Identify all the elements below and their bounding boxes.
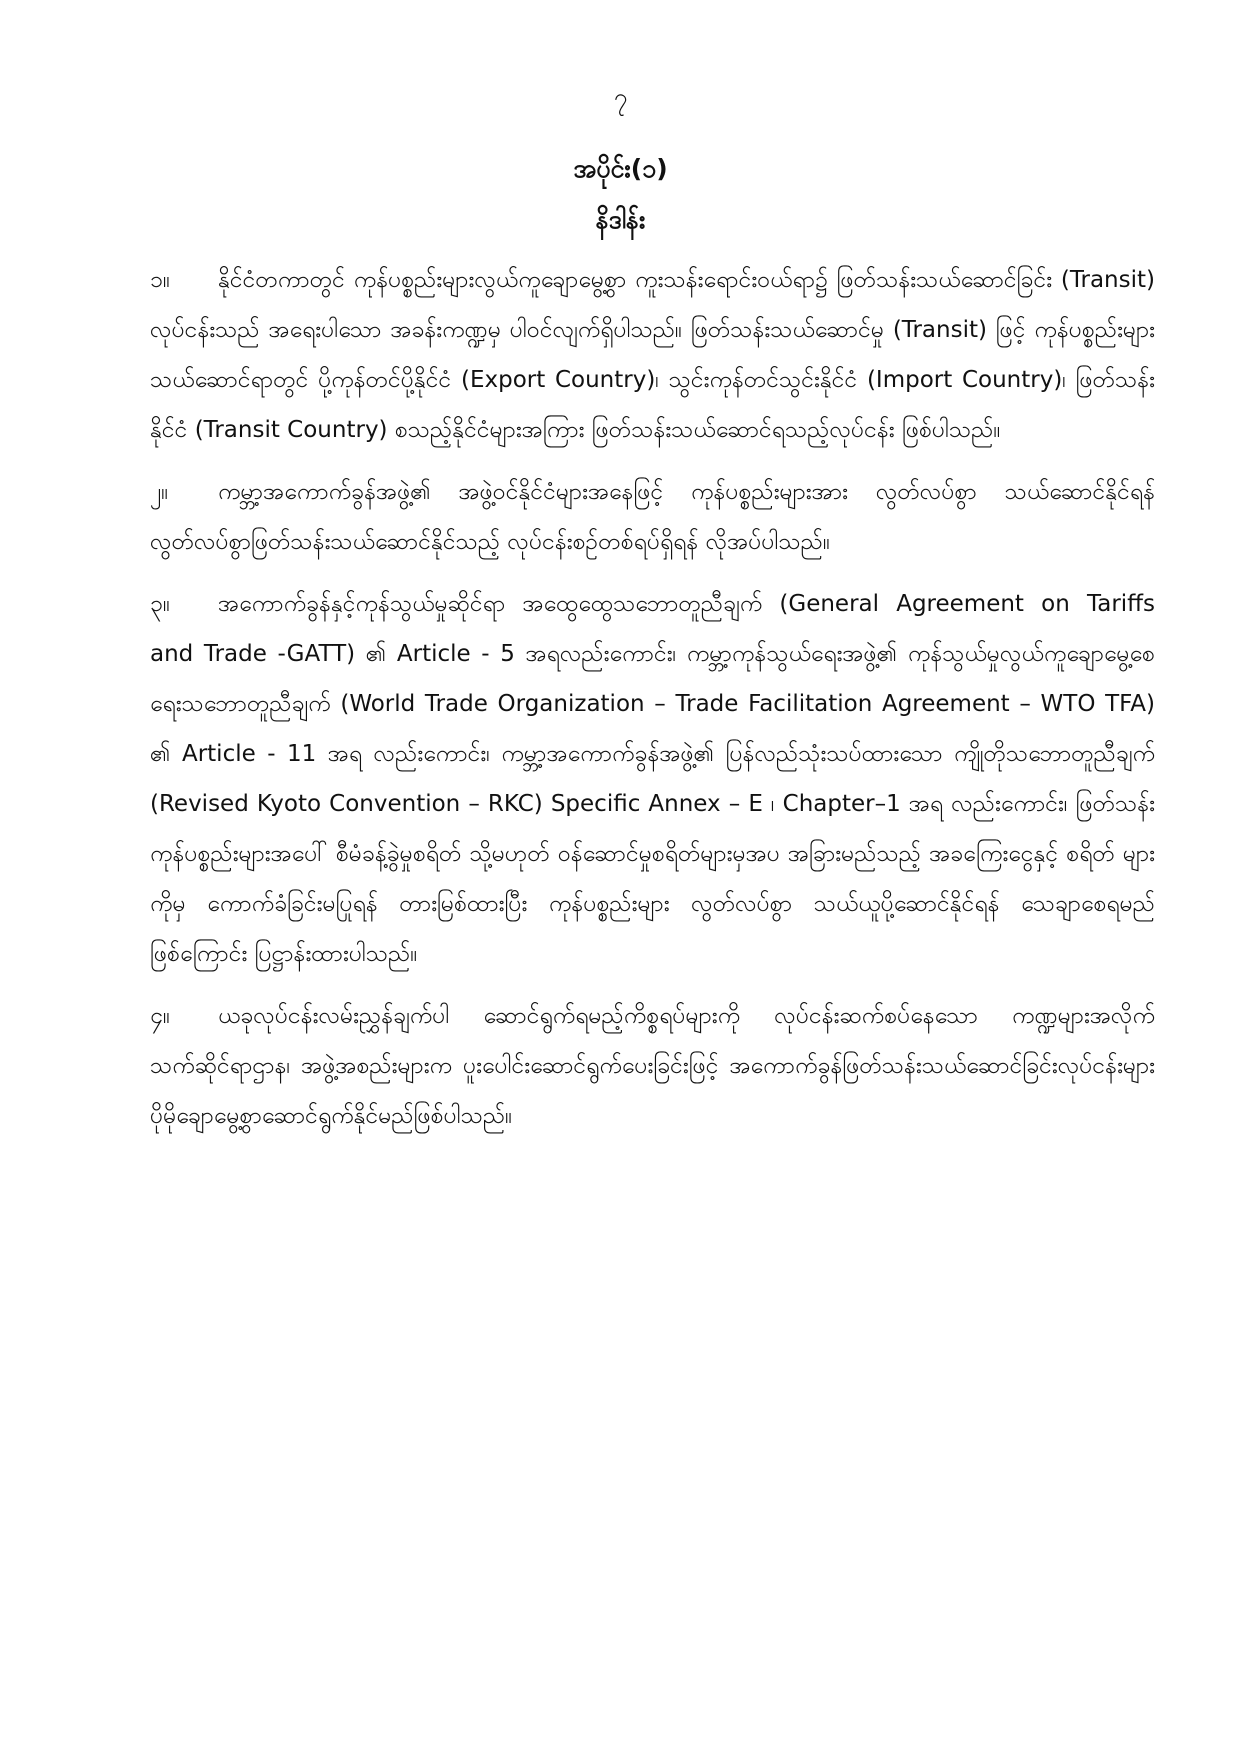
section-heading: နိဒါန်း <box>595 205 646 234</box>
part-heading: အပိုင်း(၁) <box>573 154 668 183</box>
paragraph-number: ၂။ <box>150 479 169 505</box>
document-body <box>150 255 1155 1153</box>
paragraph-3 <box>150 579 1155 979</box>
paragraph-1 <box>150 255 1155 455</box>
paragraph-text: ကမ္ဘာ့အကောက်ခွန်အဖွဲ့၏ အဖွဲ့ဝင်နိုင်ငံများအနေဖြင့် ကုန်ပစ္စည်းများအား လွတ်လပ်စွာ သယ်ဆောင်နိုင်ရန် လွတ်လပ်စွာဖြတ်သန်းသယ်ဆောင်နိုင်သည့် လုပ်ငန်းစဉ်တစ်ရပ်ရှိရန် လိုအပ်ပါသည်။ <box>150 479 1155 555</box>
paragraph-number: ၁။ <box>150 267 170 293</box>
paragraph-text: ယခုလုပ်ငန်းလမ်းညွှန်ချက်ပါ ဆောင်ရွက်ရမည့်ကိစ္စရပ်များကို လုပ်ငန်းဆက်စပ်နေသော ကဏ္ဍများအလိုက် သက်ဆိုင်ရာဌာန၊ အဖွဲ့အစည်းများက ပူးပေါင်းဆောင်ရွက်ပေးခြင်းဖြင့် အကောက်ခွန်ဖြတ်သန်းသယ်ဆောင်ခြင်းလုပ်ငန်းများပိုမိုချောမွေ့စွာဆောင်ရွက်နိုင်မည်ဖြစ်ပါသည်။ <box>150 1003 1155 1129</box>
paragraph-2 <box>150 467 1155 567</box>
paragraph-number: ၃။ <box>150 591 170 617</box>
page-number: ၇ <box>613 83 628 111</box>
paragraph-text: နိုင်ငံတကာတွင် ကုန်ပစ္စည်းများလွယ်ကူချောမွေ့စွာ ကူးသန်းရောင်းဝယ်ရာ၌ ဖြတ်သန်းသယ်ဆောင်ခြင်း (Transit) လုပ်ငန်းသည် အရေးပါသော အခန်းကဏ္ဍမှ ပါဝင်လျက်ရှိပါသည်။ ဖြတ်သန်းသယ်ဆောင်မှု (Transit) ဖြင့် ကုန်ပစ္စည်းများ သယ်ဆောင်ရာတွင် ပို့ကုန်တင်ပို့နိုင်ငံ (Export Country)၊ သွင်းကုန်တင်သွင်းနိုင်ငံ (Import Country)၊ ဖြတ်သန်းနိုင်ငံ (Transit Country) စသည့်နိုင်ငံများအကြား ဖြတ်သန်းသယ်ဆောင်ရသည့်လုပ်ငန်း ဖြစ်ပါသည်။ <box>150 267 1155 443</box>
paragraph-4 <box>150 991 1155 1141</box>
paragraph-number: ၄။ <box>150 1003 170 1029</box>
paragraph-text: အကောက်ခွန်နှင့်ကုန်သွယ်မှုဆိုင်ရာ အထွေထွေသဘောတူညီချက် (General Agreement on Tariffs and Trade -GATT) ၏ Article - 5 အရလည်းကောင်း၊ ကမ္ဘာ့ကုန်သွယ်ရေးအဖွဲ့၏ ကုန်သွယ်မှုလွယ်ကူချောမွေ့စေရေးသဘောတူညီချက် (World Trade Organization – Trade Facilitation Agreement – WTO TFA) ၏ Article - 11 အရ လည်းကောင်း၊ ကမ္ဘာ့အကောက်ခွန်အဖွဲ့၏ ပြန်လည်သုံးသပ်ထားသော ကျိုတိုသဘောတူညီချက် (Revised Kyoto Convention – RKC) Specific Annex – E ၊ Chapter–1 အရ လည်းကောင်း၊ ဖြတ်သန်းကုန်ပစ္စည်းများအပေါ် စီမံခန့်ခွဲမှုစရိတ် သို့မဟုတ် ဝန်ဆောင်မှုစရိတ်များမှအပ အခြားမည်သည့် အခကြေးငွေနှင့် စရိတ် များကိုမှ ကောက်ခံခြင်းမပြုရန် တားမြစ်ထားပြီး ကုန်ပစ္စည်းများ လွတ်လပ်စွာ သယ်ယူပို့ဆောင်နိုင်ရန် သေချာစေရမည်ဖြစ်ကြောင်း ပြဋ္ဌာန်းထားပါသည်။ <box>150 591 1155 967</box>
